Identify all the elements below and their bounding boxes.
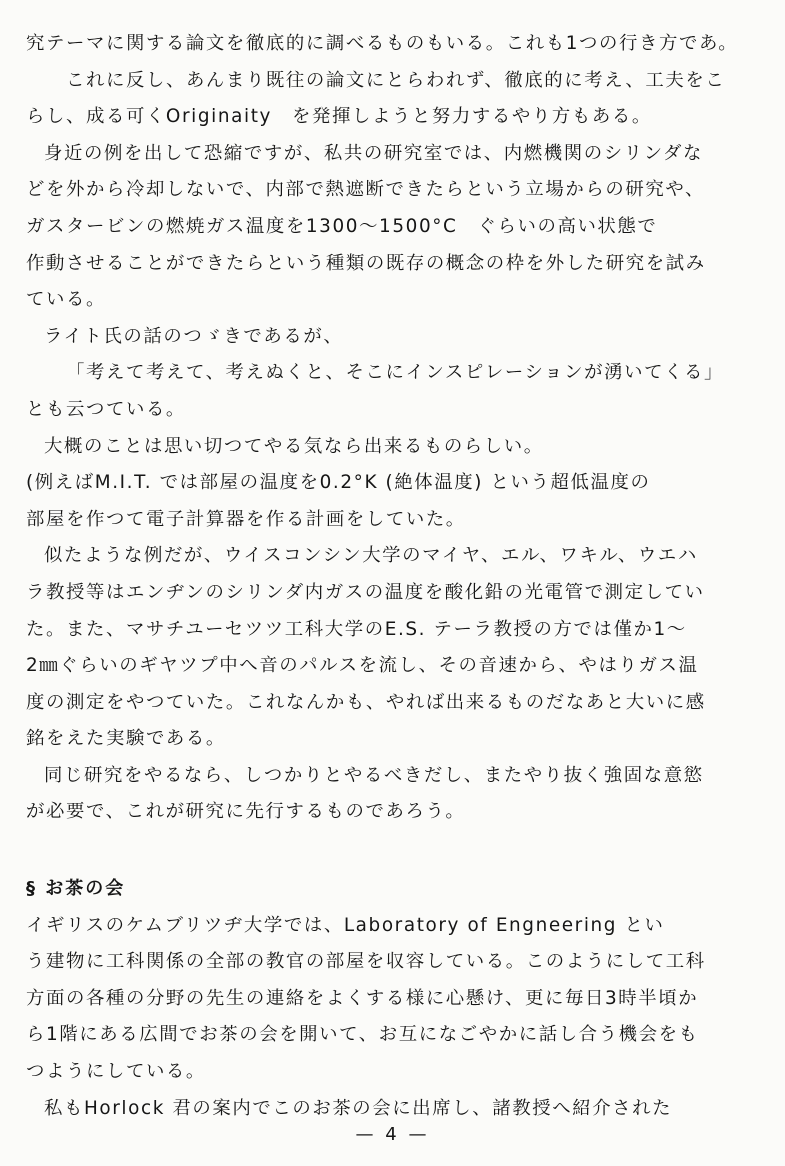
text-line: どを外から冷却しないで、内部で熱遮断できたらという立場からの研究や、: [26, 179, 705, 201]
text-line: が必要で、これが研究に先行するものであろう。: [26, 801, 466, 823]
text-line: 方面の各種の分野の先生の連絡をよくする様に心懸け、更に毎日3時半頃か: [26, 987, 699, 1009]
page-number: — 4 —: [355, 1124, 430, 1145]
paragraph: [26, 758, 761, 831]
text-line: ライト氏の話のつゞきであるが、: [44, 325, 344, 347]
text-line: とも云つている。: [26, 398, 186, 420]
text-line: ら1階にある広間でお茶の会を開いて、お互になごやかに話し合う機会をも: [26, 1024, 699, 1046]
section-spacer: [26, 831, 761, 871]
text-line: 同じ研究をやるなら、しつかりとやるべきだし、またやり抜く強固な意慾: [44, 764, 704, 786]
quote-line: 「考えて考えて、考えぬくと、そこにインスピレーションが湧いてくる」: [66, 362, 725, 384]
paragraph: [26, 136, 761, 319]
text-line: 私もHorlock 君の案内でこのお茶の会に出席し、諸教授へ紹介された: [44, 1097, 673, 1119]
text-line: 部屋を作つて電子計算器を作る計画をしていた。: [26, 508, 466, 530]
paragraph: [26, 1091, 761, 1128]
text-line: イギリスのケムブリツヂ大学では、Laboratory of Engneering とい: [26, 914, 665, 936]
text-line: 作動させることができたらという種類の既存の概念の枠を外した研究を試み: [26, 252, 706, 274]
text-line: 似たような例だが、ウイスコンシン大学のマイヤ、エル、ワキル、ウエハ: [44, 545, 698, 567]
paragraph: [26, 355, 761, 428]
text-line: 究テーマに関する論文を徹底的に調べるものもいる。これも1つの行き方であ。: [26, 33, 739, 54]
text-line: ラ教授等はエンヂンのシリンダ内ガスの温度を酸化鉛の光電管で測定してい: [26, 581, 705, 603]
text-line: ている。: [26, 289, 106, 311]
paragraph: [26, 908, 761, 1091]
section-heading: § お茶の会: [26, 878, 126, 900]
paragraph: [26, 538, 761, 758]
paragraph: [26, 26, 761, 63]
text-line: う建物に工科関係の全部の教官の部屋を収容している。このようにして工科: [26, 951, 706, 973]
paragraph: [26, 429, 761, 466]
text-line: た。また、マサチユーセツツ工科大学のE.S. テーラ教授の方では僅か1〜: [26, 618, 687, 640]
paragraph: [26, 63, 761, 136]
text-line: 身近の例を出して恐縮ですが、私共の研究室では、内燃機関のシリンダな: [44, 142, 703, 164]
text-line: つようにしている。: [26, 1061, 206, 1083]
text-line: これに反し、あんまり既往の論文にとらわれず、徹底的に考え、工夫をこ: [66, 69, 726, 91]
paragraph: [26, 319, 761, 356]
text-line: らし、成る可くOriginaity を発揮しようと努力するやり方もある。: [26, 106, 652, 128]
paragraph: [26, 465, 761, 538]
text-line: ガスタービンの燃焼ガス温度を1300〜1500°C ぐらいの高い状態で: [26, 215, 658, 237]
text-line: 大概のことは思い切つてやる気なら出来るものらしい。: [44, 435, 544, 457]
text-line: 2㎜ぐらいのギヤツプ中へ音のパルスを流し、その音速から、やはりガス温: [26, 655, 699, 677]
text-line: 銘をえた実験である。: [26, 728, 226, 750]
text-line: 度の測定をやつていた。これなんかも、やれば出来るものだなあと大いに感: [26, 691, 706, 713]
text-line: (例えばM.I.T. では部屋の温度を0.2°K (絶体温度) という超低温度の: [26, 472, 651, 494]
